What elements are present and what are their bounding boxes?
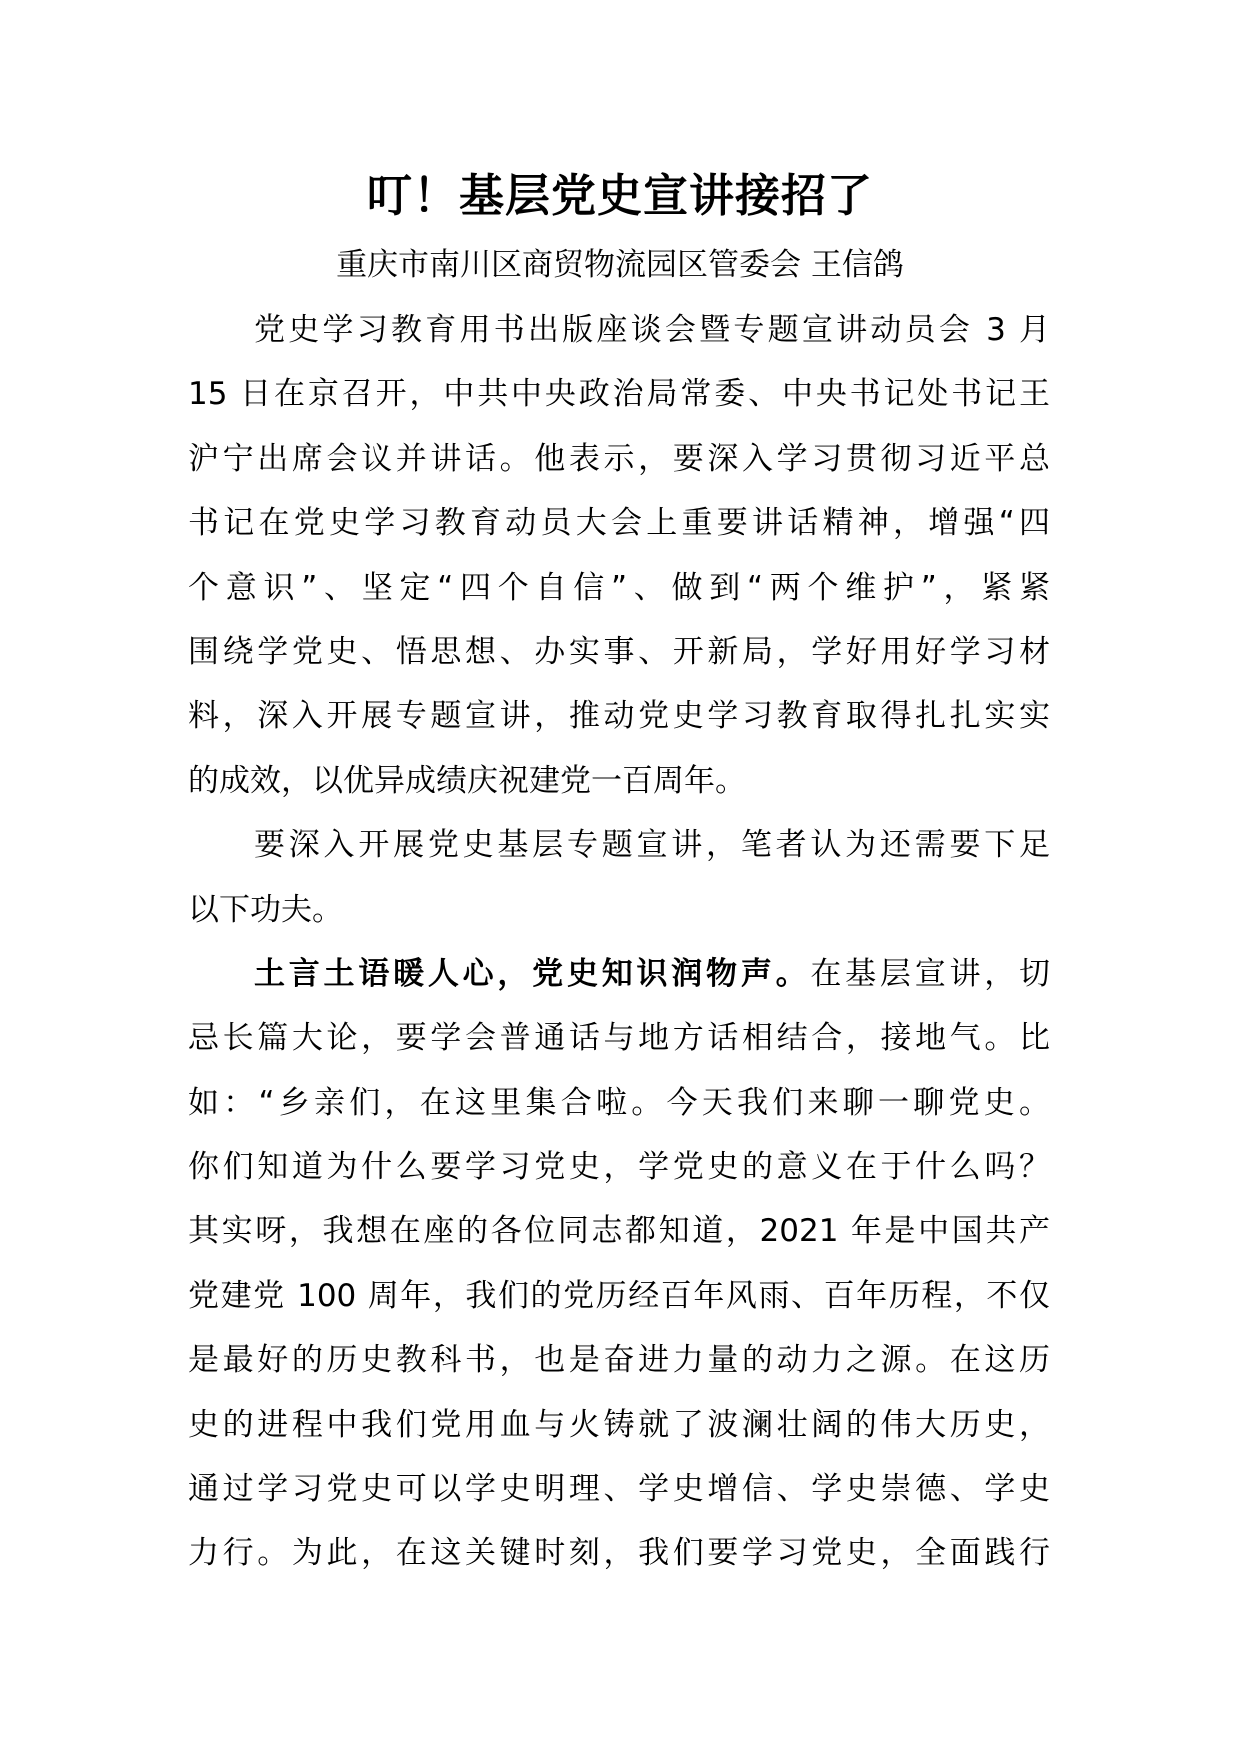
- paragraph-line: 个意识”、坚定“四个自信”、做到“两个维护”，紧紧: [188, 569, 1050, 606]
- paragraph-line: 其实呀，我想在座的各位同志都知道，2021 年是中国共产: [188, 1213, 1050, 1250]
- paragraph-line: 是最好的历史教科书，也是奋进力量的动力之源。在这历: [188, 1342, 1050, 1379]
- document-author: 重庆市南川区商贸物流园区管委会 王信鸽: [336, 247, 904, 283]
- paragraph-line: 的成效，以优异成绩庆祝建党一百周年。: [188, 762, 746, 799]
- paragraph-2: [188, 813, 1050, 942]
- paragraph-line: 忌长篇大论，要学会普通话与地方话相结合，接地气。比: [188, 1020, 1050, 1057]
- paragraph-line: 书记在党史学习教育动员大会上重要讲话精神，增强“四: [188, 505, 1050, 542]
- paragraph-1: [188, 298, 1050, 813]
- paragraph-3: [188, 942, 1050, 1586]
- paragraph-line: 15 日在京召开，中共中央政治局常委、中央书记处书记王: [188, 376, 1050, 413]
- paragraph-line: 沪宁出席会议并讲话。他表示，要深入学习贯彻习近平总: [188, 440, 1050, 477]
- paragraph-line: 如：“乡亲们，在这里集合啦。今天我们来聊一聊党史。: [188, 1084, 1050, 1121]
- paragraph-line: 你们知道为什么要学习党史，学党史的意义在于什么吗？: [188, 1149, 1050, 1186]
- paragraph-line: 党史学习教育用书出版座谈会暨专题宣讲动员会 3 月: [254, 312, 1050, 348]
- paragraph-line: 围绕学党史、悟思想、办实事、开新局，学好用好学习材: [188, 633, 1050, 670]
- paragraph-line: 料，深入开展专题宣讲，推动党史学习教育取得扎扎实实: [188, 698, 1050, 735]
- paragraph-line: 党建党 100 周年，我们的党历经百年风雨、百年历程，不仅: [188, 1277, 1050, 1314]
- paragraph-line: 通过学习党史可以学史明理、学史增信、学史崇德、学史: [188, 1471, 1050, 1508]
- document-title: 叮！基层党史宣讲接招了: [366, 169, 873, 222]
- paragraph-line: 以下功夫。: [188, 891, 343, 928]
- paragraph-line: 史的进程中我们党用血与火铸就了波澜壮阔的伟大历史，: [188, 1406, 1050, 1443]
- paragraph-bold-lead: 土言土语暖人心，党史知识润物声。: [254, 955, 811, 992]
- paragraph-line: 力行。为此，在这关键时刻，我们要学习党史，全面践行: [188, 1535, 1050, 1572]
- paragraph-first-line-rest: 在基层宣讲，切: [810, 955, 1051, 992]
- paragraph-line: 要深入开展党史基层专题宣讲，笔者认为还需要下足: [254, 827, 1050, 864]
- document-body: [188, 298, 1050, 1586]
- paragraph-first-line: [188, 942, 1050, 1006]
